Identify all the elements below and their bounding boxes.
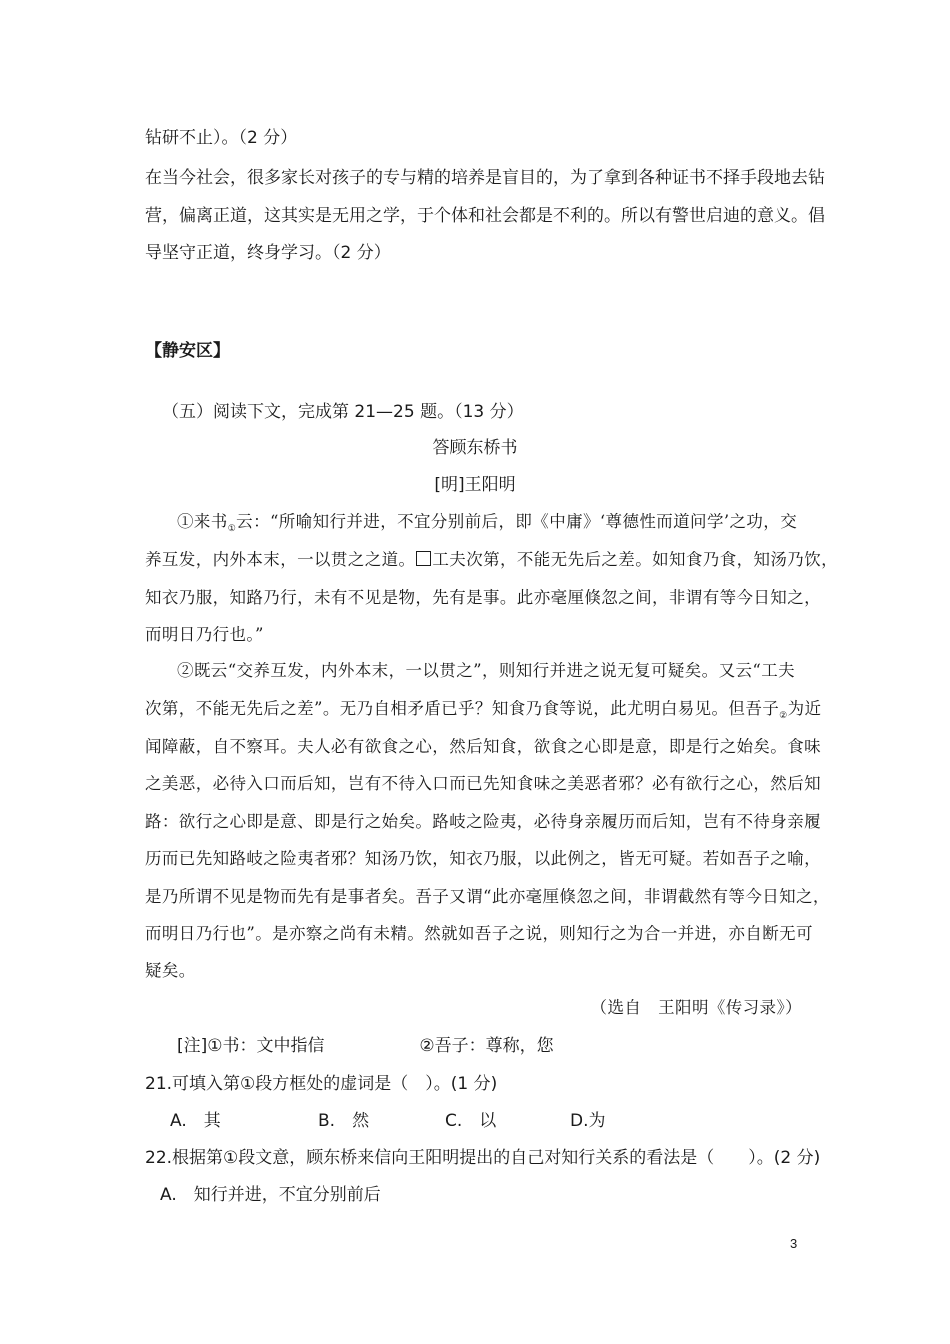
question-22-stem: 22.根据第①段文意，顾东桥来信向王阳明提出的自己对知行关系的看法是（ ）。(2 分) xyxy=(145,1148,821,1168)
section-intro: （五）阅读下文，完成第 21—25 题。（13 分） xyxy=(162,402,524,422)
footnote-marker-2: ② xyxy=(779,711,788,721)
paragraph-1-line-2: 养互发，内外本末，一以贯之之道。 工夫次第，不能无先后之差。如知食乃食，知汤乃饮， xyxy=(145,550,839,569)
paragraph-2-line-4: 之美恶，必待入口而后知，岂有不待入口而已先知食味之美恶者邪？必有欲行之心，然后知 xyxy=(145,774,821,793)
note-1: ①书：文中指信 xyxy=(207,1036,325,1056)
note-2: ②吾子：尊称，您 xyxy=(419,1036,554,1056)
paragraph-2-line-8: 而明日乃行也”。是亦察之尚有未精。然就如吾子之说，则知行之为合一并进，亦自断无可 xyxy=(145,924,813,943)
section-header: 【静安区】 xyxy=(145,341,230,361)
paragraph-2-line-6: 历而已先知路岐之险夷者邪？知汤乃饮，知衣乃服，以此例之，皆无可疑。若如吾子之喻， xyxy=(145,849,821,868)
paragraph-2-line-2: 次第，不能无先后之差”。无乃自相矛盾已乎？知食乃食等说，此尤明白易见。但吾子$_②$为近 xyxy=(145,699,822,721)
answer-line-4: 导坚守正道，终身学习。（2 分） xyxy=(145,243,391,263)
question-21-option-a: A. 其 xyxy=(170,1111,221,1131)
blank-box xyxy=(416,551,431,566)
paragraph-2-line-7: 是乃所谓不见是物而先有是事者矣。吾子又谓“此亦毫厘倏忽之间，非谓截然有等今日知之， xyxy=(145,887,830,906)
page-number: 3 xyxy=(790,1236,798,1251)
passage-author: [明]王阳明 xyxy=(434,475,516,495)
answer-line-3: 营，偏离正道，这其实是无用之学，于个体和社会都是不利的。所以有警世启迪的意义。倡 xyxy=(145,206,825,226)
paragraph-2-line-5: 路：欲行之心即是意、即是行之始矣。路岐之险夷，必待身亲履历而后知，岂有不待身亲履 xyxy=(145,812,821,831)
question-21-stem: 21.可填入第①段方框处的虚词是（ ）。(1 分) xyxy=(145,1074,498,1094)
paragraph-1-line-4: 而明日乃行也。” xyxy=(145,625,264,644)
paragraph-2-line-3: 闻障蔽，自不察耳。夫人必有欲食之心，然后知食，欲食之心即是意，即是行之始矣。食味 xyxy=(145,737,821,756)
question-21-option-b: B. 然 xyxy=(318,1111,370,1131)
answer-line-1: 钻研不止）。（2 分） xyxy=(145,128,298,148)
question-21-option-d: D.为 xyxy=(570,1111,606,1131)
question-22-option-a: A. 知行并进，不宜分别前后 xyxy=(160,1185,381,1205)
question-21-option-c: C. 以 xyxy=(445,1111,497,1131)
paragraph-2-line-1: ②既云“交养互发，内外本末，一以贯之”，则知行并进之说无复可疑矣。又云“工夫 xyxy=(177,661,796,680)
notes-label: [注] xyxy=(177,1036,208,1056)
passage-source: （选自 王阳明《传习录》） xyxy=(590,998,802,1017)
paragraph-1-line-1: ①来书$_①$云：“所喻知行并进，不宜分别前后，即《中庸》‘尊德性而道问学’之功，交 xyxy=(177,512,798,534)
passage-title: 答顾东桥书 xyxy=(432,438,518,458)
footnote-marker-1: ① xyxy=(227,524,237,534)
notes xyxy=(177,1031,554,1056)
paragraph-2-line-9: 疑矣。 xyxy=(145,961,196,980)
paragraph-1-line-3: 知衣乃服，知路乃行，未有不见是物，先有是事。此亦毫厘倏忽之间，非谓有等今日知之， xyxy=(145,588,821,607)
answer-line-2: 在当今社会，很多家长对孩子的专与精的培养是盲目的，为了拿到各种证书不择手段地去钻 xyxy=(145,168,825,188)
